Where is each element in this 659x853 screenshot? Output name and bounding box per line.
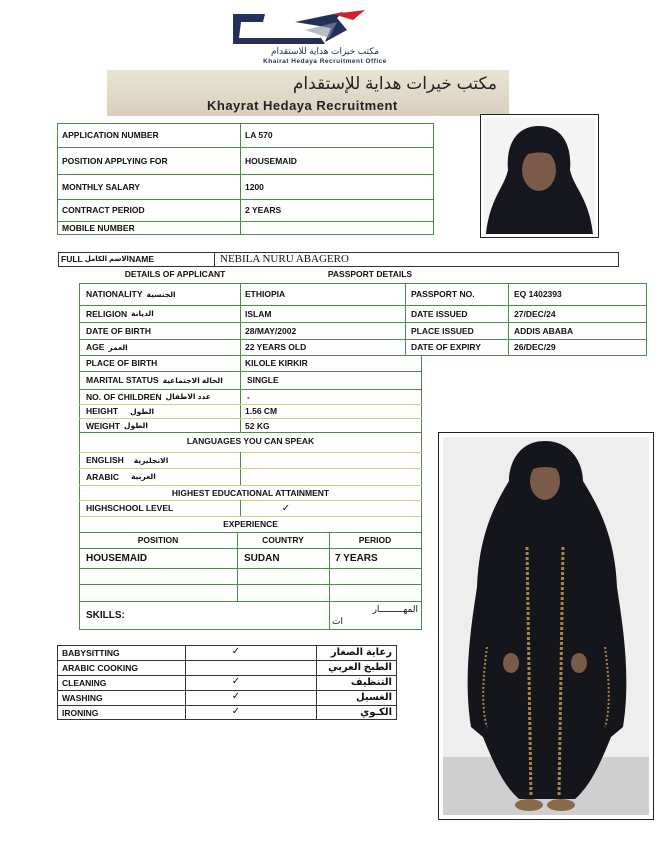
washing-check-icon: ✓ bbox=[231, 691, 241, 702]
education-level-label: HIGHSCHOOL LEVEL bbox=[86, 503, 174, 514]
logo-arabic-text: مكتب خيرات هداية للاستقدام bbox=[270, 46, 380, 56]
experience-header-period: PERIOD bbox=[358, 535, 392, 546]
place-issued-value: ADDIS ABABA bbox=[514, 325, 574, 336]
marital-status-value: SINGLE bbox=[247, 375, 279, 386]
experience-row-period: 7 YEARS bbox=[335, 552, 378, 564]
full-body-image bbox=[443, 437, 649, 815]
company-banner bbox=[107, 70, 509, 116]
cleaning-check-icon: ✓ bbox=[231, 676, 241, 687]
nationality-label: NATIONALITY الجنسية bbox=[86, 289, 176, 300]
english-label: ENGLISH الانجليزية bbox=[86, 455, 169, 466]
ironing-check-icon: ✓ bbox=[231, 706, 241, 717]
skill-cleaning-label: CLEANING bbox=[62, 677, 107, 688]
mobile-label: MOBILE NUMBER bbox=[62, 223, 135, 234]
nationality-value: ETHIOPIA bbox=[245, 289, 286, 300]
skills-label: SKILLS: bbox=[86, 609, 125, 621]
dob-label: DATE OF BIRTH bbox=[86, 325, 152, 336]
english-value bbox=[241, 453, 419, 468]
age-label: AGE العمر bbox=[86, 342, 128, 353]
place-of-birth-label: PLACE OF BIRTH bbox=[86, 358, 158, 369]
application-number-label: APPLICATION NUMBER bbox=[62, 130, 159, 141]
children-label: NO. OF CHILDREN عدد الاطفال bbox=[86, 391, 211, 402]
contract-value: 2 YEARS bbox=[245, 205, 282, 216]
passport-no-label: PASSPORT NO. bbox=[411, 289, 475, 300]
place-of-birth-value: KILOLE KIRKIR bbox=[245, 358, 308, 369]
full-body-photo bbox=[438, 432, 654, 820]
logo-mark-icon bbox=[225, 8, 425, 50]
passport-no-value: EQ 1402393 bbox=[514, 289, 562, 300]
full-name-value: NEBILA NURU ABAGERO bbox=[220, 253, 349, 265]
arabic-value bbox=[241, 469, 419, 485]
logo-english-text: Khairat Hedaya Recruitment Office bbox=[263, 58, 387, 65]
headshot-photo bbox=[480, 114, 599, 238]
education-check-icon: ✓ bbox=[281, 502, 291, 514]
experience-row-country: SUDAN bbox=[244, 552, 280, 564]
contract-label: CONTRACT PERIOD bbox=[62, 205, 145, 216]
height-value: 1.56 CM bbox=[245, 406, 278, 417]
date-issued-value: 27/DEC/24 bbox=[514, 308, 556, 319]
skill-washing-arabic: الغسيل bbox=[355, 692, 392, 703]
experience-header-position: POSITION bbox=[137, 535, 179, 546]
skill-ironing-arabic: الكـوي bbox=[360, 707, 392, 718]
arabic-cooking-check bbox=[186, 660, 286, 674]
passport-details-title: PASSPORT DETAILS bbox=[327, 268, 413, 279]
skill-babysitting-arabic: رعاية الصغار bbox=[330, 647, 392, 658]
religion-value: ISLAM bbox=[245, 308, 272, 319]
languages-title: LANGUAGES YOU CAN SPEAK bbox=[186, 435, 315, 446]
marital-status-label: MARITAL STATUS الحالة الاجتماعية bbox=[86, 375, 223, 386]
date-of-expiry-value: 26/DEC/29 bbox=[514, 342, 556, 353]
skill-washing-label: WASHING bbox=[62, 692, 103, 703]
position-value: HOUSEMAID bbox=[245, 155, 297, 166]
height-label: HEIGHT الطول bbox=[86, 406, 155, 417]
details-of-applicant-title: DETAILS OF APPLICANT bbox=[124, 268, 226, 279]
salary-label: MONTHLY SALARY bbox=[62, 181, 141, 192]
skill-ironing-label: IRONING bbox=[62, 707, 99, 718]
skill-babysitting-label: BABYSITTING bbox=[62, 647, 120, 658]
weight-label: WEIGHT الطول bbox=[86, 420, 148, 431]
skill-arabic-cooking-label: ARABIC COOKING bbox=[62, 662, 139, 673]
dob-value: 28/MAY/2002 bbox=[245, 325, 297, 336]
place-issued-label: PLACE ISSUED bbox=[411, 325, 474, 336]
experience-row-position: HOUSEMAID bbox=[86, 552, 148, 564]
age-value: 22 YEARS OLD bbox=[245, 342, 307, 353]
company-logo bbox=[225, 8, 425, 68]
education-title: HIGHEST EDUCATIONAL ATTAINMENT bbox=[171, 487, 330, 498]
banner-arabic: مكتب خيرات هداية للإستقدام bbox=[292, 74, 497, 93]
skill-cleaning-arabic: التنظيف bbox=[350, 677, 392, 688]
babysitting-check-icon: ✓ bbox=[231, 646, 241, 657]
experience-title: EXPERIENCE bbox=[223, 518, 278, 529]
application-number-value: LA 570 bbox=[245, 130, 273, 141]
date-of-expiry-label: DATE OF EXPIRY bbox=[411, 342, 481, 353]
skill-arabic-cooking-arabic: الطبخ العربي bbox=[328, 662, 392, 673]
banner-english: Khayrat Hedaya Recruitment bbox=[207, 98, 398, 113]
headshot-image bbox=[484, 118, 595, 234]
date-issued-label: DATE ISSUED bbox=[411, 308, 468, 319]
skills-arabic-label: المهـــــــــار ات bbox=[332, 604, 418, 626]
experience-header-country: COUNTRY bbox=[262, 535, 304, 546]
arabic-label: ARABIC العربية bbox=[86, 471, 156, 482]
weight-value: 52 KG bbox=[245, 420, 270, 431]
position-label: POSITION APPLYING FOR bbox=[62, 155, 168, 166]
children-value: - bbox=[247, 391, 250, 402]
religion-label: RELIGION الديانة bbox=[86, 308, 154, 319]
mobile-value bbox=[241, 222, 431, 235]
full-name-label: FULL الاسم الكامل NAME bbox=[61, 254, 154, 265]
salary-value: 1200 bbox=[245, 181, 264, 192]
